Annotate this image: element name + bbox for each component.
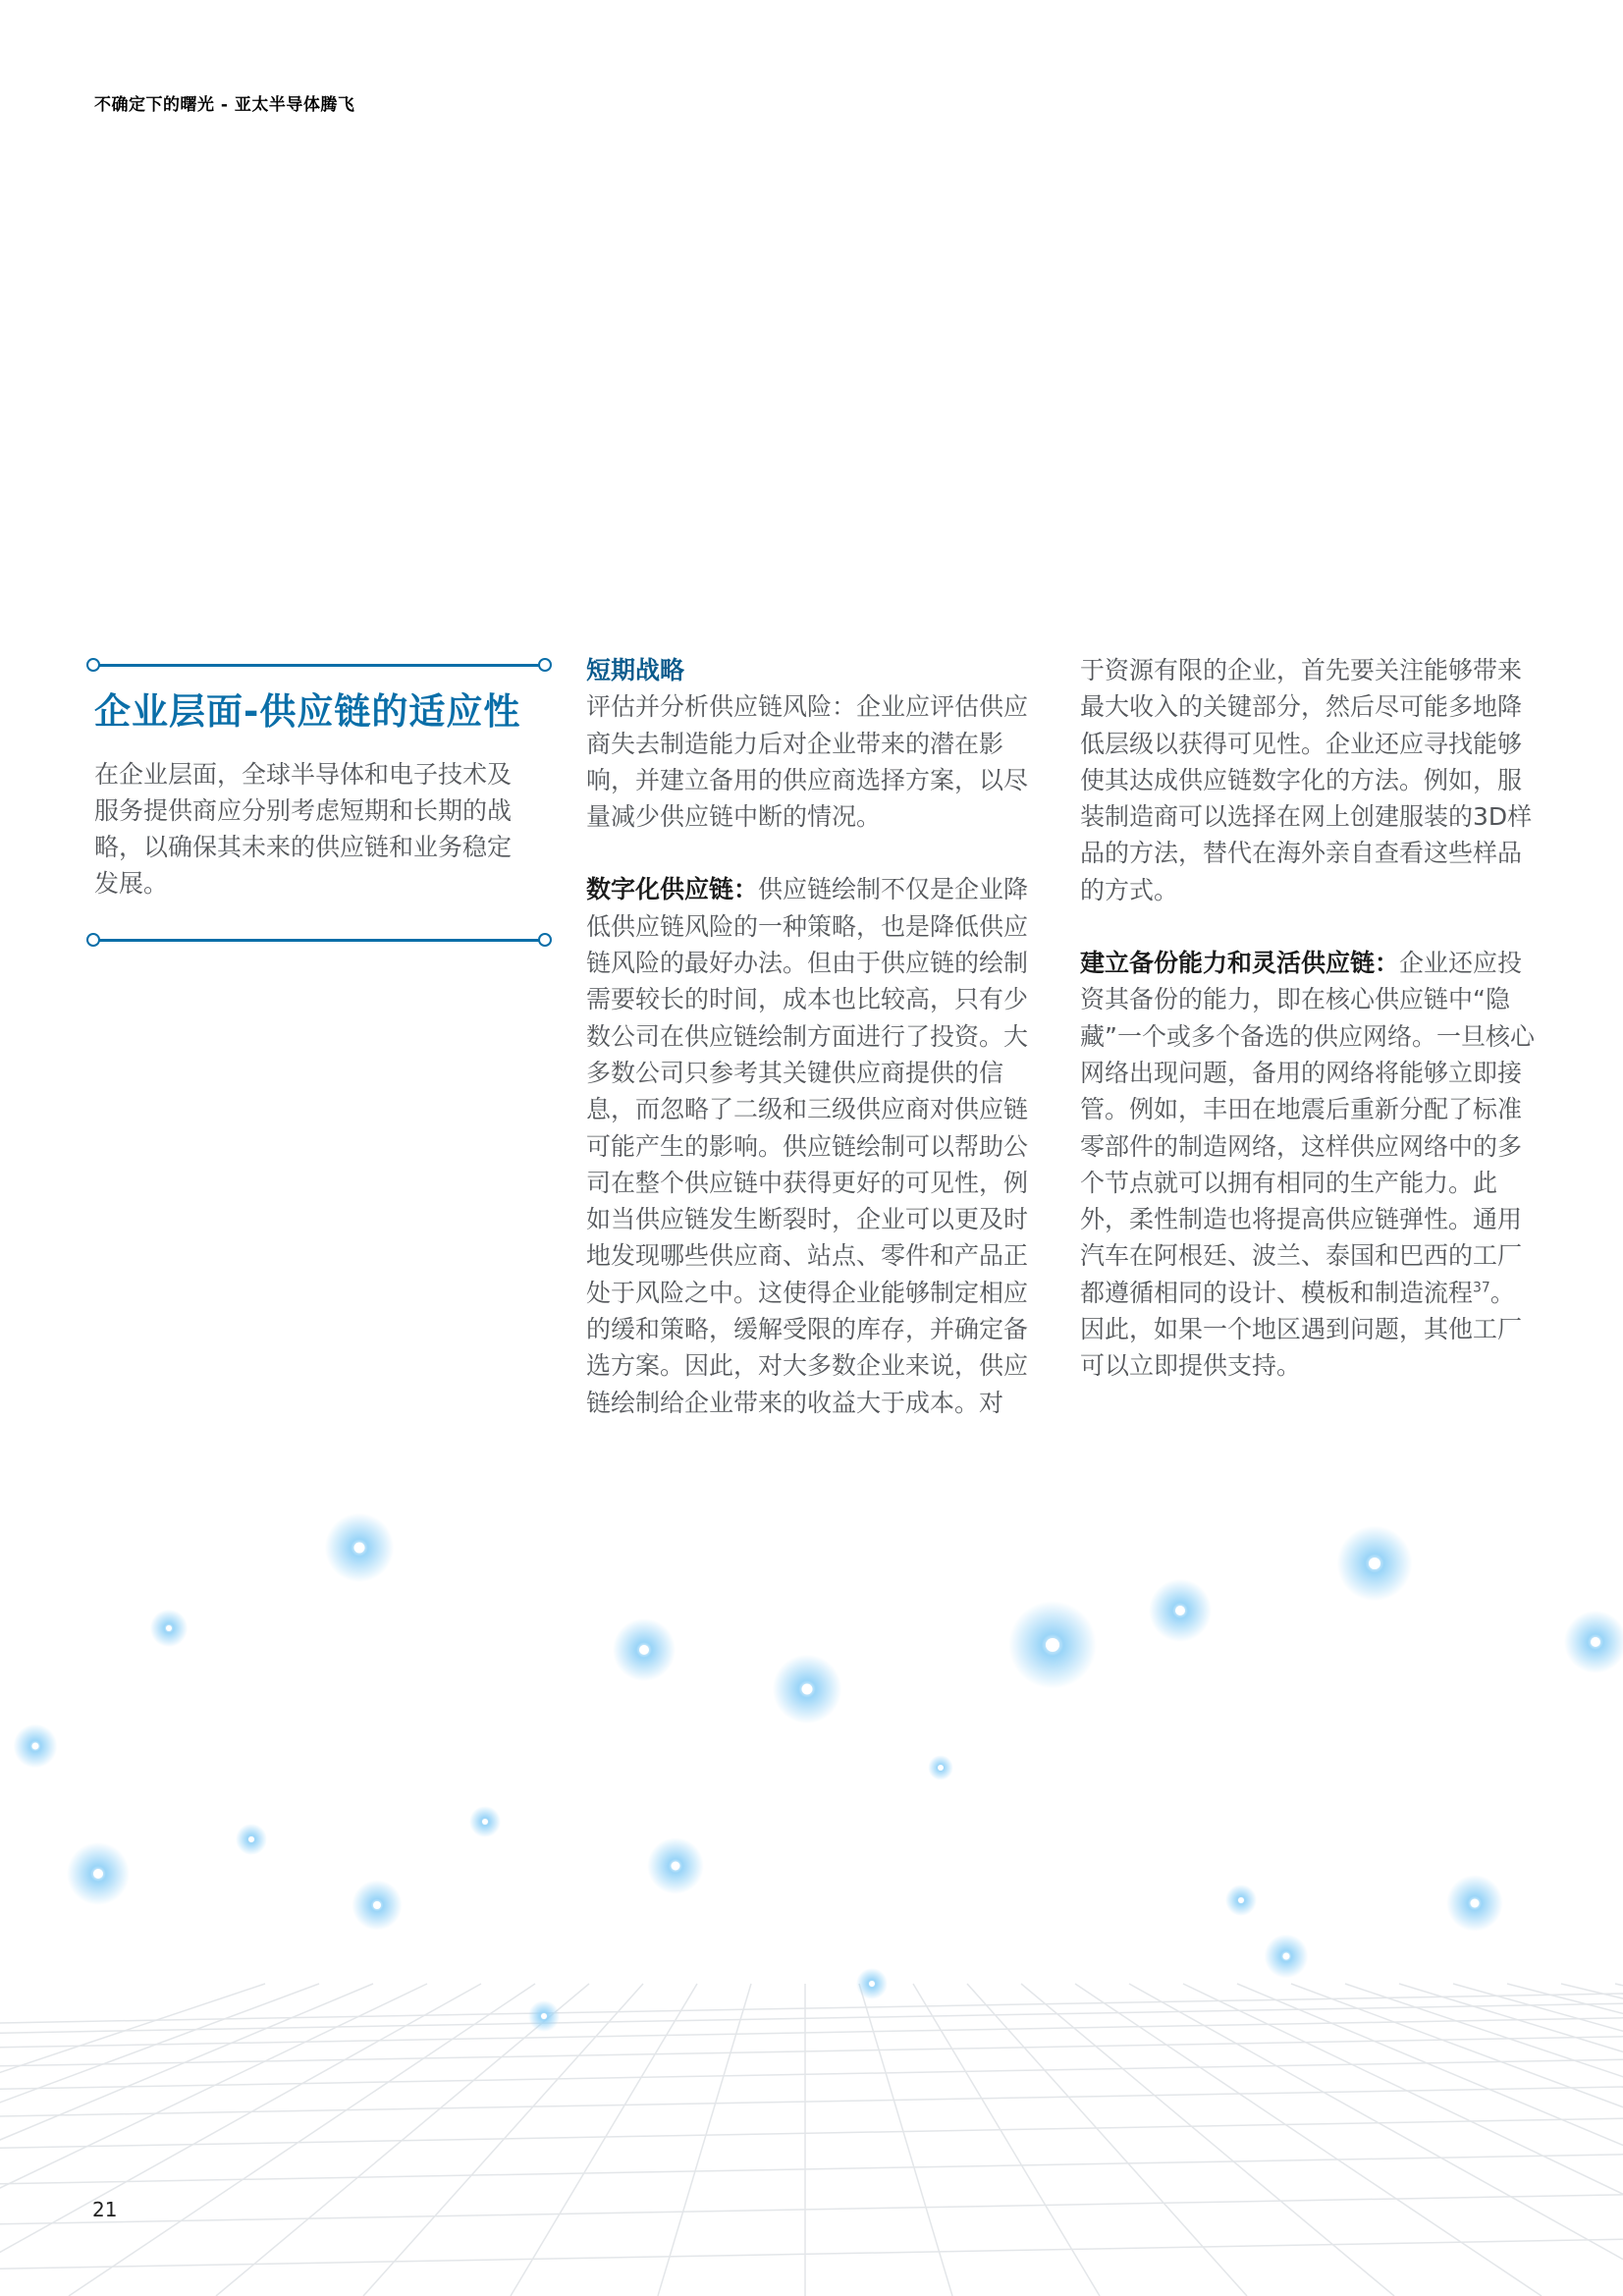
- pin-node: [1283, 1953, 1290, 1960]
- grid-line: [0, 1984, 427, 2296]
- body-column-2: [586, 652, 1044, 1421]
- footnote-ref: 37: [1473, 1280, 1490, 1296]
- pin-node: [1046, 1638, 1059, 1652]
- running-header: 不确定下的曙光 - 亚太半导体腾飞: [94, 95, 355, 115]
- pin-node: [938, 1765, 944, 1771]
- paragraph-continued: 于资源有限的企业，首先要关注能够带来最大收入的关键部分，然后尽可能多地降低层级以获得可见性。企业还应寻找能够使其达成供应链数字化的方法。例如，服装制造商可以选择在网上创建服装的3D样品的方法，替代在海外亲自查看这些样品的方式。: [1080, 656, 1533, 904]
- grid-line: [216, 1984, 589, 2296]
- grid-line: [0, 1984, 373, 2296]
- grid-line: [1291, 1984, 1623, 2296]
- pin-node: [541, 2013, 547, 2019]
- grid-line: [1183, 1984, 1623, 2296]
- section-title: 企业层面-供应链的适应性: [94, 690, 521, 733]
- grid-line: [658, 1984, 751, 2296]
- grid-line: [0, 2037, 1623, 2066]
- perspective-grid: [0, 1984, 1623, 2296]
- grid-line: [913, 1984, 1100, 2296]
- grid-line: [1561, 1984, 1623, 2296]
- paragraph-tail: 。因此，如果一个地区遇到问题，其他工厂可以立即提供支持。: [1080, 1278, 1523, 1381]
- pin-node: [869, 1981, 875, 1987]
- pin-node: [1369, 1558, 1380, 1569]
- grid-line: [0, 2059, 1623, 2089]
- pin-node: [1471, 1899, 1480, 1908]
- pin-node: [639, 1645, 649, 1655]
- paragraph-backup-capacity: [1080, 945, 1537, 1385]
- grid-line: [1075, 1984, 1542, 2296]
- page-number: 21: [92, 2198, 118, 2221]
- pin-node: [1175, 1606, 1185, 1615]
- network-grid-illustration: [0, 1512, 1623, 2296]
- grid-line: [1237, 1984, 1623, 2296]
- subheading-short-term: 短期战略: [586, 656, 685, 684]
- paragraph-risk-assessment: 评估并分析供应链风险：企业应评估供应商失去制造能力后对企业带来的潜在影响，并建立备用的供应商选择方案，以尽量减少供应链中断的情况。: [586, 692, 1029, 832]
- pin-node: [93, 1869, 103, 1879]
- grid-line: [1453, 1984, 1623, 2296]
- pin-node: [354, 1543, 365, 1554]
- grid-line: [0, 2087, 1623, 2116]
- grid-line: [0, 2195, 1623, 2224]
- pin-node: [1591, 1637, 1600, 1647]
- inline-heading-digital: 数字化供应链：: [586, 875, 759, 904]
- pin-node: [1238, 1897, 1244, 1903]
- pin-node: [248, 1836, 254, 1842]
- pin-node: [32, 1743, 39, 1750]
- grid-line: [0, 2239, 1623, 2269]
- sidebar-top-rule: [94, 664, 544, 667]
- inline-heading-backup: 建立备份能力和灵活供应链：: [1080, 949, 1400, 978]
- pin-node: [373, 1901, 381, 1909]
- pin-node: [802, 1684, 813, 1695]
- paragraph-digital-supply-chain: [586, 871, 1044, 1420]
- section-intro: 在企业层面，全球半导体和电子技术及服务提供商应分别考虑短期和长期的战略，以确保其未来的供应链和业务稳定发展。: [94, 760, 513, 898]
- pin-node: [166, 1625, 172, 1631]
- grid-line: [1345, 1984, 1623, 2296]
- pin-node: [672, 1862, 680, 1871]
- paragraph-body: 企业还应投资其备份的能力，即在核心供应链中“隐藏”一个或多个备选的供应网络。一旦核心网络出现问题，备用的网络将能够立即接管。例如，丰田在地震后重新分配了标准零部件的制造网络，这样供应网络中的多个节点就可以拥有相同的生产能力。此外，柔性制造也将提高供应链弹性。通用汽车在阿根廷、波兰、泰国和巴西的工厂都遵循相同的设计、模板和制造流程: [1080, 949, 1535, 1307]
- sidebar-bottom-rule: [94, 939, 544, 942]
- body-column-3: [1080, 652, 1537, 1385]
- pin-node: [482, 1819, 488, 1825]
- paragraph-body: 供应链绘制不仅是企业降低供应链风险的一种策略，也是降低供应链风险的最好办法。但由于供应链的绘制需要较长的时间，成本也比较高，只有少数公司在供应链绘制方面进行了投资。大多数公司只参考其关键供应商提供的信息，而忽略了二级和三级供应商对供应链可能产生的影响。供应链绘制可以帮助公司在整个供应链中获得更好的可见性，例如当供应链发生断裂时，企业可以更及时地发现哪些供应商、站点、零件和产品正处于风险之中。这使得企业能够制定相应的缓和策略，缓解受限的库存，并确定备选方案。因此，对大多数企业来说，供应链绘制给企业带来的收益大于成本。对: [586, 875, 1029, 1417]
